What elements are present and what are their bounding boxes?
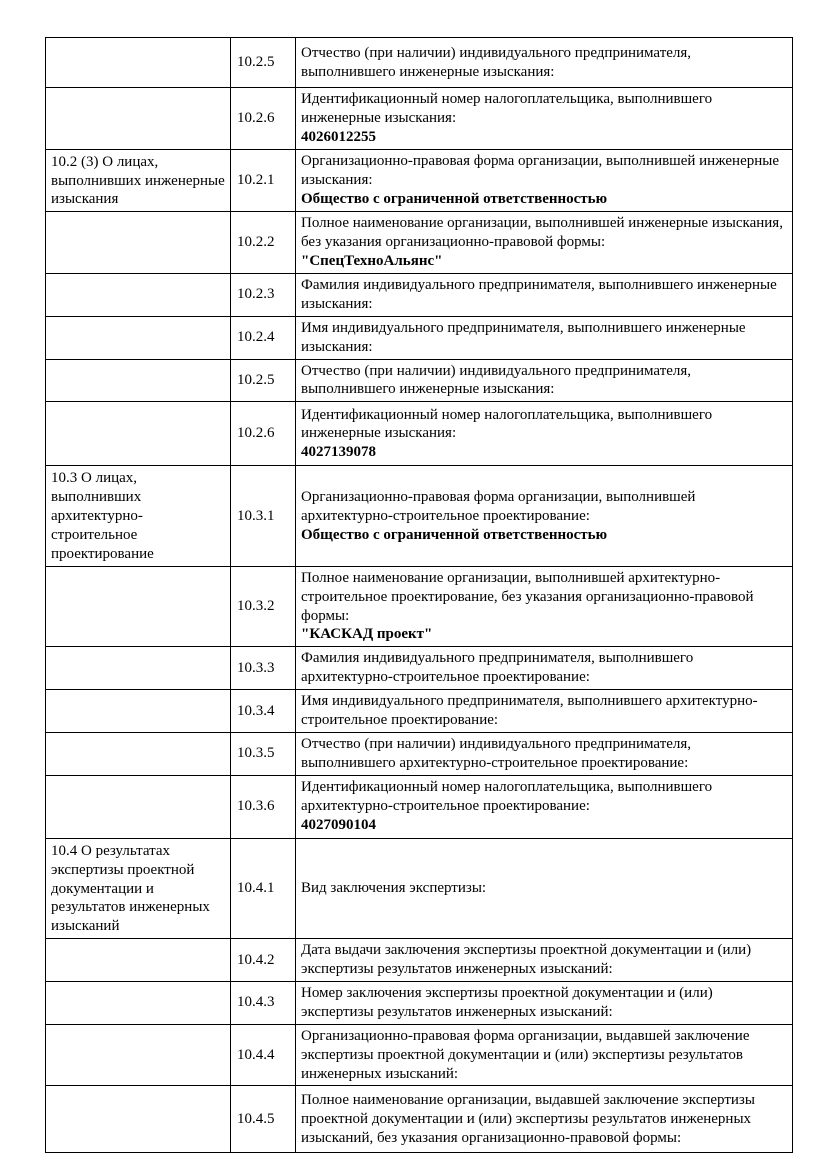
item-description-cell xyxy=(296,274,793,317)
declaration-table xyxy=(45,37,793,1153)
table-row xyxy=(46,316,793,359)
field-label: Имя индивидуального предпринимателя, выполнившего архитектурно-строительное проектирование: xyxy=(301,693,758,729)
table-row xyxy=(46,402,793,466)
section-label xyxy=(46,359,231,402)
item-description-cell xyxy=(296,939,793,982)
item-number: 10.2.5 xyxy=(231,359,296,402)
section-label: 10.3 О лицах, выполнивших архитектурно-строительное проектирование xyxy=(46,466,231,566)
item-number: 10.3.1 xyxy=(231,466,296,566)
field-label: Полное наименование организации, выдавшей заключение экспертизы проектной документации и (или) экспертизы результатов инженерных изысканий, без указания организационно-правовой формы: xyxy=(301,1092,755,1146)
field-label: Идентификационный номер налогоплательщика, выполнившего инженерные изыскания: xyxy=(301,91,713,126)
item-description-cell xyxy=(296,1086,793,1153)
item-description-cell xyxy=(296,1024,793,1086)
section-label xyxy=(46,1086,231,1153)
table-row xyxy=(46,466,793,566)
table-row xyxy=(46,647,793,690)
section-label xyxy=(46,402,231,466)
section-label xyxy=(46,647,231,690)
item-number: 10.2.4 xyxy=(231,316,296,359)
item-number: 10.2.5 xyxy=(231,38,296,88)
field-label: Вид заключения экспертизы: xyxy=(301,880,487,896)
field-value: 4026012255 xyxy=(301,128,376,145)
field-value: 4027090104 xyxy=(301,817,376,834)
field-label: Фамилия индивидуального предпринимателя, выполнившего инженерные изыскания: xyxy=(301,277,777,312)
field-label: Идентификационный номер налогоплательщика, выполнившего архитектурно-строительное проектирование: xyxy=(301,779,713,815)
item-number: 10.3.2 xyxy=(231,566,296,647)
document-page xyxy=(45,37,792,1153)
section-label xyxy=(46,88,231,150)
table-row xyxy=(46,38,793,88)
item-description-cell xyxy=(296,316,793,359)
table-row xyxy=(46,212,793,274)
table-body xyxy=(46,38,793,1153)
item-number: 10.4.5 xyxy=(231,1086,296,1153)
item-number: 10.3.3 xyxy=(231,647,296,690)
field-label: Идентификационный номер налогоплательщика, выполнившего инженерные изыскания: xyxy=(301,406,713,442)
section-label: 10.2 (3) О лицах, выполнивших инженерные изыскания xyxy=(46,149,231,212)
item-description-cell xyxy=(296,566,793,647)
section-label xyxy=(46,1024,231,1086)
section-label xyxy=(46,566,231,647)
item-number: 10.4.1 xyxy=(231,838,296,938)
table-row xyxy=(46,566,793,647)
field-label: Отчество (при наличии) индивидуального предпринимателя, выполнившего инженерные изыскания: xyxy=(301,362,692,398)
field-label: Полное наименование организации, выполнившей архитектурно-строительное проектирование, без указания организационно-правовой формы: xyxy=(301,569,754,624)
item-number: 10.3.6 xyxy=(231,775,296,838)
table-row xyxy=(46,939,793,982)
item-description-cell xyxy=(296,466,793,566)
field-label: Имя индивидуального предпринимателя, выполнившего инженерные изыскания: xyxy=(301,319,746,355)
table-row xyxy=(46,981,793,1024)
section-label xyxy=(46,981,231,1024)
section-label xyxy=(46,274,231,317)
section-label xyxy=(46,939,231,982)
field-label: Полное наименование организации, выполнившей инженерные изыскания, без указания организационно-правовой формы: xyxy=(301,215,783,251)
item-description-cell xyxy=(296,981,793,1024)
item-description-cell xyxy=(296,690,793,733)
item-description-cell xyxy=(296,359,793,402)
item-description-cell xyxy=(296,732,793,775)
field-value: "КАСКАД проект" xyxy=(301,626,433,643)
item-number: 10.2.6 xyxy=(231,402,296,466)
section-label xyxy=(46,38,231,88)
item-number: 10.3.4 xyxy=(231,690,296,733)
field-value: "СпецТехноАльянс" xyxy=(301,253,443,270)
item-number: 10.3.5 xyxy=(231,732,296,775)
item-description-cell xyxy=(296,402,793,466)
item-description-cell xyxy=(296,838,793,938)
section-label xyxy=(46,316,231,359)
item-number: 10.4.4 xyxy=(231,1024,296,1086)
field-label: Организационно-правовая форма организации, выдавшей заключение экспертизы проектной документации и (или) экспертизы результатов инженерных изысканий: xyxy=(301,1027,750,1082)
table-row xyxy=(46,838,793,938)
item-number: 10.4.3 xyxy=(231,981,296,1024)
field-label: Дата выдачи заключения экспертизы проектной документации и (или) экспертизы результатов инженерных изысканий: xyxy=(301,942,752,978)
item-description-cell xyxy=(296,775,793,838)
table-row xyxy=(46,88,793,150)
item-description-cell xyxy=(296,647,793,690)
field-label: Организационно-правовая форма организации, выполнившей архитектурно-строительное проектирование: xyxy=(301,488,696,524)
field-value: Общество с ограниченной ответственностью xyxy=(301,526,608,543)
table-row xyxy=(46,1086,793,1153)
table-row xyxy=(46,359,793,402)
item-description-cell xyxy=(296,149,793,212)
field-value: 4027139078 xyxy=(301,444,376,461)
field-label: Отчество (при наличии) индивидуального предпринимателя, выполнившего архитектурно-строительное проектирование: xyxy=(301,735,692,771)
item-description-cell xyxy=(296,212,793,274)
section-label xyxy=(46,212,231,274)
table-row xyxy=(46,690,793,733)
section-label: 10.4 О результатах экспертизы проектной документации и результатов инженерных изысканий xyxy=(46,838,231,938)
section-label xyxy=(46,690,231,733)
field-value: Общество с ограниченной ответственностью xyxy=(301,190,608,207)
table-row xyxy=(46,274,793,317)
field-label: Фамилия индивидуального предпринимателя, выполнившего архитектурно-строительное проектирование: xyxy=(301,650,694,686)
field-label: Номер заключения экспертизы проектной документации и (или) экспертизы результатов инженерных изысканий: xyxy=(301,984,713,1020)
field-label: Организационно-правовая форма организации, выполнившей инженерные изыскания: xyxy=(301,153,779,189)
table-row xyxy=(46,732,793,775)
item-number: 10.2.6 xyxy=(231,88,296,150)
item-description-cell xyxy=(296,38,793,88)
item-number: 10.2.1 xyxy=(231,149,296,212)
table-row xyxy=(46,149,793,212)
section-label xyxy=(46,775,231,838)
item-number: 10.2.3 xyxy=(231,274,296,317)
table-row xyxy=(46,1024,793,1086)
section-label xyxy=(46,732,231,775)
item-number: 10.2.2 xyxy=(231,212,296,274)
item-description-cell xyxy=(296,88,793,150)
item-number: 10.4.2 xyxy=(231,939,296,982)
field-label: Отчество (при наличии) индивидуального предпринимателя, выполнившего инженерные изыскания: xyxy=(301,44,692,80)
table-row xyxy=(46,775,793,838)
